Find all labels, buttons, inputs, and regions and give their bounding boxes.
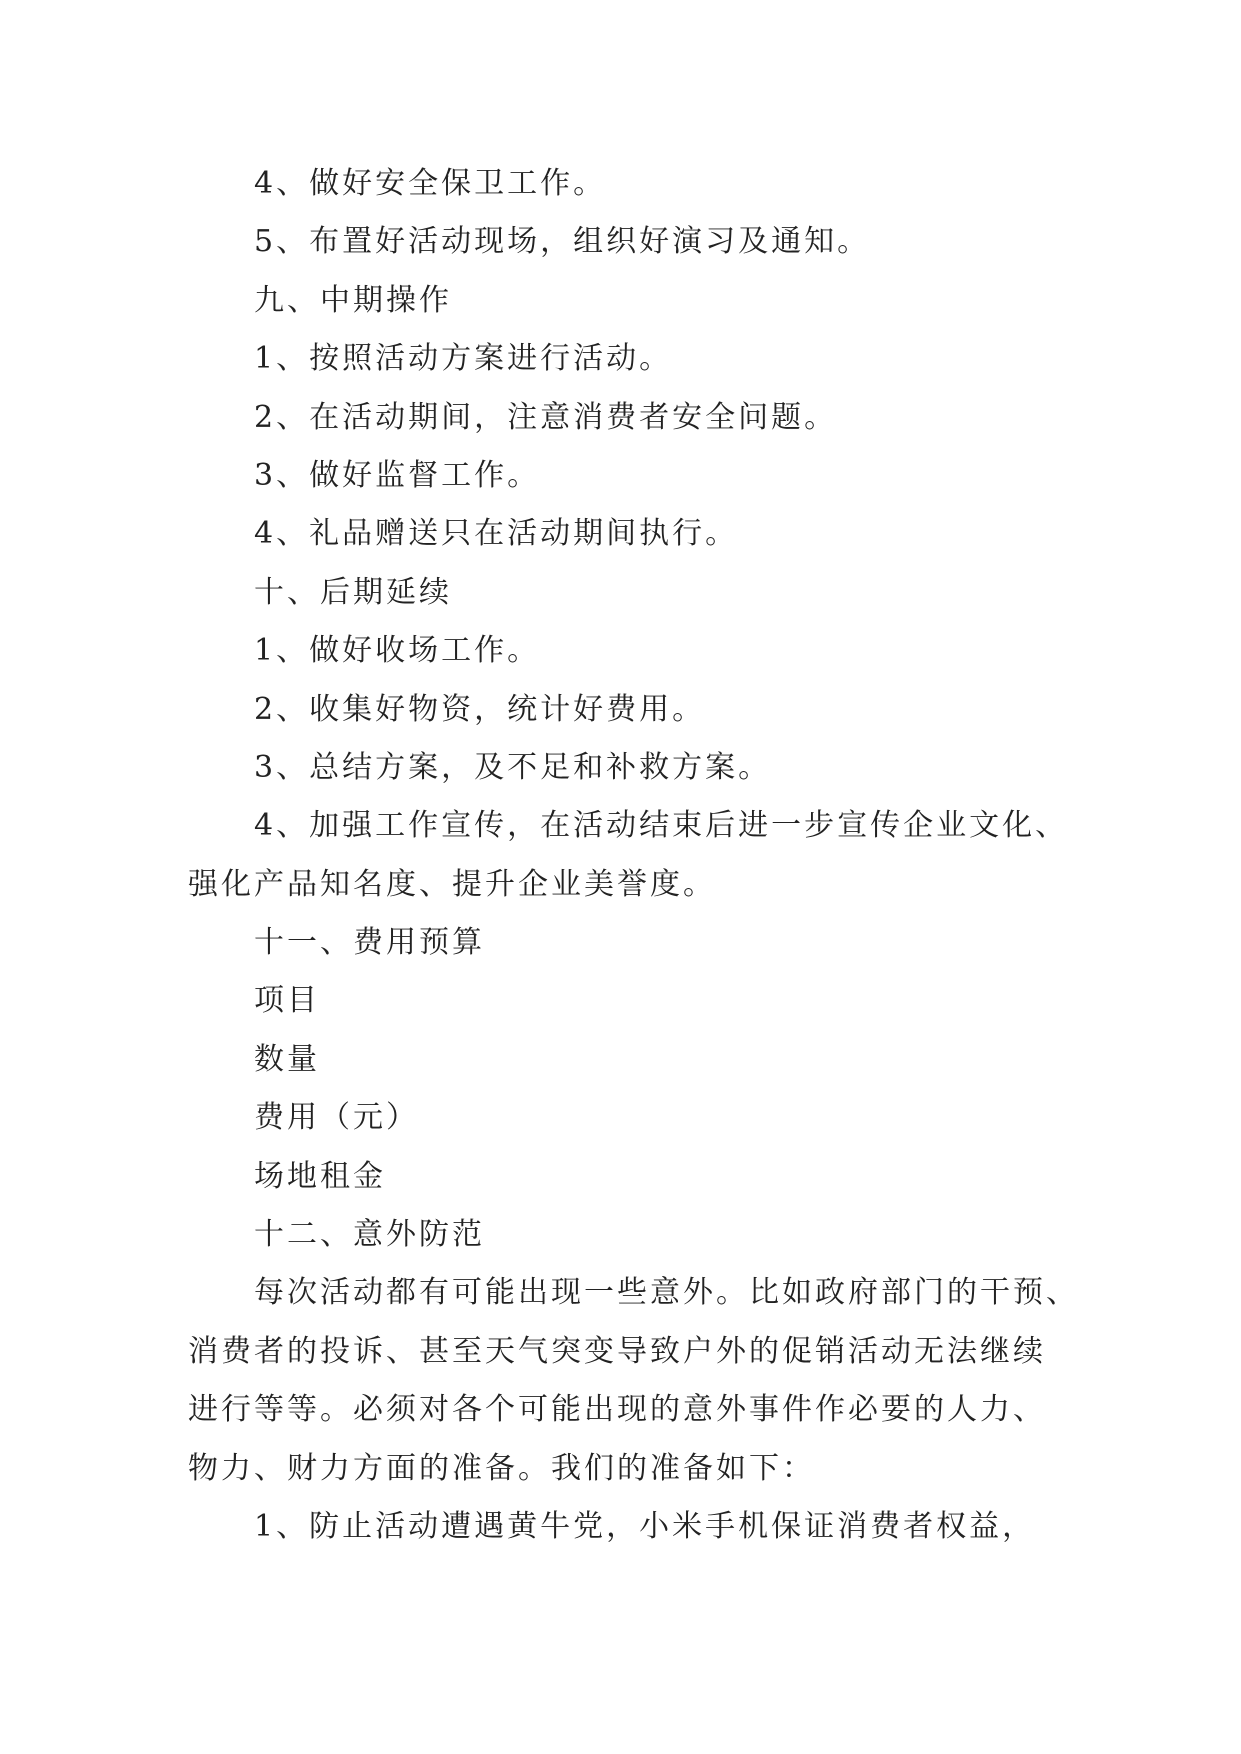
text-line: 进行等等。必须对各个可能出现的意外事件作必要的人力、 (188, 1392, 1046, 1428)
text-line: 4、礼品赠送只在活动期间执行。 (254, 516, 739, 552)
section-heading (188, 914, 1108, 972)
list-item (188, 330, 1108, 388)
list-item (188, 389, 1108, 447)
text-line: 每次活动都有可能出现一些意外。比如政府部门的干预、 (254, 1275, 1079, 1311)
budget-column-header (188, 1089, 1108, 1147)
section-heading (188, 564, 1108, 622)
text-line: 1、按照活动方案进行活动。 (254, 341, 673, 377)
text-line: 消费者的投诉、甚至天气突变导致户外的促销活动无法继续 (188, 1333, 1046, 1369)
list-item (188, 681, 1108, 739)
text-line: 场地租金 (254, 1158, 386, 1194)
budget-column-header (188, 972, 1108, 1030)
list-item (188, 505, 1108, 563)
text-line: 九、中期操作 (254, 282, 452, 318)
section-heading (188, 1206, 1108, 1264)
text-line: 3、做好监督工作。 (254, 457, 541, 493)
list-item (188, 797, 1108, 914)
section-heading (188, 272, 1108, 330)
text-line: 物力、财力方面的准备。我们的准备如下： (188, 1450, 815, 1486)
list-item (188, 1498, 1108, 1556)
text-line: 2、在活动期间，注意消费者安全问题。 (254, 399, 838, 435)
text-line: 2、收集好物资，统计好费用。 (254, 691, 706, 727)
list-item (188, 739, 1108, 797)
list-item (188, 447, 1108, 505)
document-body (188, 155, 1108, 1556)
budget-row-label (188, 1148, 1108, 1206)
text-line: 十一、费用预算 (254, 925, 485, 961)
text-line: 费用（元） (254, 1100, 419, 1136)
body-paragraph (188, 1264, 1108, 1498)
text-line: 1、防止活动遭遇黄牛党，小米手机保证消费者权益， (254, 1508, 1036, 1544)
text-line: 4、做好安全保卫工作。 (254, 166, 607, 201)
text-line: 数量 (254, 1041, 320, 1077)
text-line: 项目 (254, 983, 320, 1019)
text-line: 强化产品知名度、提升企业美誉度。 (188, 866, 716, 902)
list-item (188, 622, 1108, 680)
text-line: 5、布置好活动现场，组织好演习及通知。 (254, 224, 871, 260)
text-line: 十、后期延续 (254, 574, 452, 610)
text-line: 3、总结方案，及不足和补救方案。 (254, 749, 772, 785)
text-line: 4、加强工作宣传，在活动结束后进一步宣传企业文化、 (254, 808, 1069, 844)
list-item (188, 155, 1108, 213)
text-line: 1、做好收场工作。 (254, 633, 541, 669)
list-item (188, 213, 1108, 271)
text-line: 十二、意外防范 (254, 1217, 485, 1253)
budget-column-header (188, 1031, 1108, 1089)
